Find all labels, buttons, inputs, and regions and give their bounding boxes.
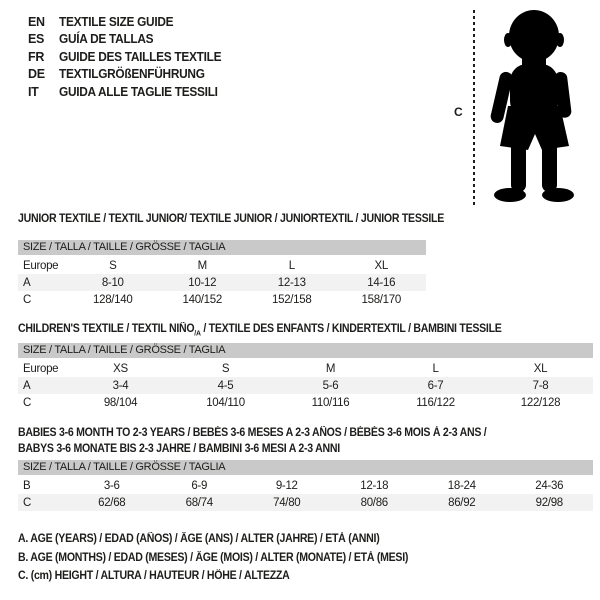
language-row-de [28,66,230,84]
section-title-children [18,321,502,341]
legend-line-a: A. AGE (YEARS) / EDAD (AÑOS) / ÂGE (ANS) / ALTER (JAHRE) / ETÀ (ANNI) [18,533,380,545]
table-cell: 152/158 [272,293,312,306]
legend-line-b: B. AGE (MONTHS) / EDAD (MESES) / ÂGE (MOIS) / ALTER (MONATE) / ETÀ (MESI) [18,551,409,564]
table-row-height [18,494,593,511]
table-cell: 140/152 [182,293,222,306]
row-label: A [23,276,31,289]
row-label: Europe [23,259,59,272]
section-title-babies [18,425,486,457]
baby-silhouette-image [484,8,589,206]
table-cell: 3-4 [112,379,129,392]
table-cell: 14-16 [367,276,396,289]
table-cell: 3-6 [103,479,120,492]
table-row-age [18,377,593,394]
table-cell: 9-12 [275,479,298,492]
table-cell: 80/86 [360,496,388,509]
row-label: C [23,496,32,509]
table-cell: XS [113,362,128,375]
section-title-junior: JUNIOR TEXTILE / TEXTIL JUNIOR/ TEXTILE JUNIOR / JUNIORTEXTIL / JUNIOR TESSILE [18,213,445,225]
table-cell: 74/80 [273,496,301,509]
table-cell: 5-6 [322,379,339,392]
table-row-months [18,477,593,494]
table-cell: 4-5 [217,379,234,392]
table-cell: 24-36 [535,479,564,492]
guide-title: GUIDA ALLE TAGLIE TESSILI [59,84,218,99]
table-cell: 18-24 [447,479,476,492]
language-row-es [28,31,230,49]
section-title-text: CHILDREN'S TEXTILE / TEXTIL NIÑO [18,323,195,335]
section-title-line1: BABIES 3-6 MONTH TO 2-3 YEARS / BEBÉS 3-6 MESES A 2-3 AÑOS / BÉBÉS 3-6 MOIS À 2-3 ANS / [18,427,487,439]
table-row-height [18,291,426,308]
children-size-table [18,343,593,411]
table-cell: 68/74 [185,496,213,509]
table-cell: S [221,362,230,375]
table-cell: L [288,259,295,272]
table-cell: 10-12 [188,276,217,289]
table-cell: 86/92 [448,496,476,509]
table-cell: 122/128 [520,396,561,409]
language-code: EN [28,14,45,29]
language-code: ES [28,32,45,47]
legend-line-c: C. (cm) HEIGHT / ALTURA / HAUTEUR / HÖHE / ALTEZZA [18,570,290,582]
language-row-fr [28,48,230,66]
height-measure-label: C [454,105,463,119]
legend-block [18,530,442,586]
table-cell: 8-10 [101,276,124,289]
table-cell: 12-18 [360,479,389,492]
table-cell: XL [374,259,388,272]
table-cell: 6-9 [191,479,208,492]
table-cell: 104/110 [206,396,245,409]
guide-title: GUÍA DE TALLAS [59,32,154,47]
row-label: A [23,379,31,392]
row-label: Europe [23,362,59,375]
table-cell: 12-13 [277,276,306,289]
table-cell: 110/116 [311,396,350,409]
language-title-block [28,13,230,101]
language-code: IT [28,84,39,99]
table-cell: 128/140 [93,293,133,306]
babies-size-table [18,460,593,511]
table-cell: M [197,259,207,272]
table-cell: S [109,259,117,272]
height-measure-dashed-line [473,10,475,207]
table-cell: 158/170 [361,293,401,306]
table-row-europe [18,360,593,377]
size-header-bar: SIZE / TALLA / TAILLE / GRÖSSE / TAGLIA [18,343,593,358]
table-cell: 116/122 [416,396,455,409]
table-row-europe [18,257,426,274]
row-label: C [23,396,32,409]
table-row-height [18,394,593,411]
guide-title: GUIDE DES TAILLES TEXTILE [59,49,222,64]
language-code: FR [28,49,45,64]
size-header-bar: SIZE / TALLA / TAILLE / GRÖSSE / TAGLIA [18,240,426,255]
table-cell: 7-8 [532,379,549,392]
junior-size-table [18,240,426,308]
guide-title: TEXTILGRÖßENFÜHRUNG [59,67,205,82]
section-title-line2: BABYS 3-6 MONATE BIS 2-3 JAHRE / BAMBINI 3-6 MESI A 2-3 ANNI [18,443,340,455]
language-row-it [28,83,230,101]
row-label: B [23,479,31,492]
section-title-subscript: /A [194,328,201,338]
row-label: C [23,293,32,306]
guide-title: TEXTILE SIZE GUIDE [59,14,174,29]
table-cell: L [432,362,439,375]
language-row-en [28,13,230,31]
table-cell: 6-7 [427,379,444,392]
table-cell: M [325,362,336,375]
table-cell: XL [533,362,548,375]
table-cell: 62/68 [98,496,126,509]
section-title-text: / TEXTILE DES ENFANTS / KINDERTEXTIL / BAMBINI TESSILE [200,323,502,335]
size-header-bar: SIZE / TALLA / TAILLE / GRÖSSE / TAGLIA [18,460,593,475]
table-cell: 98/104 [103,396,138,409]
table-row-age [18,274,426,291]
language-code: DE [28,67,45,82]
table-cell: 92/98 [535,496,563,509]
